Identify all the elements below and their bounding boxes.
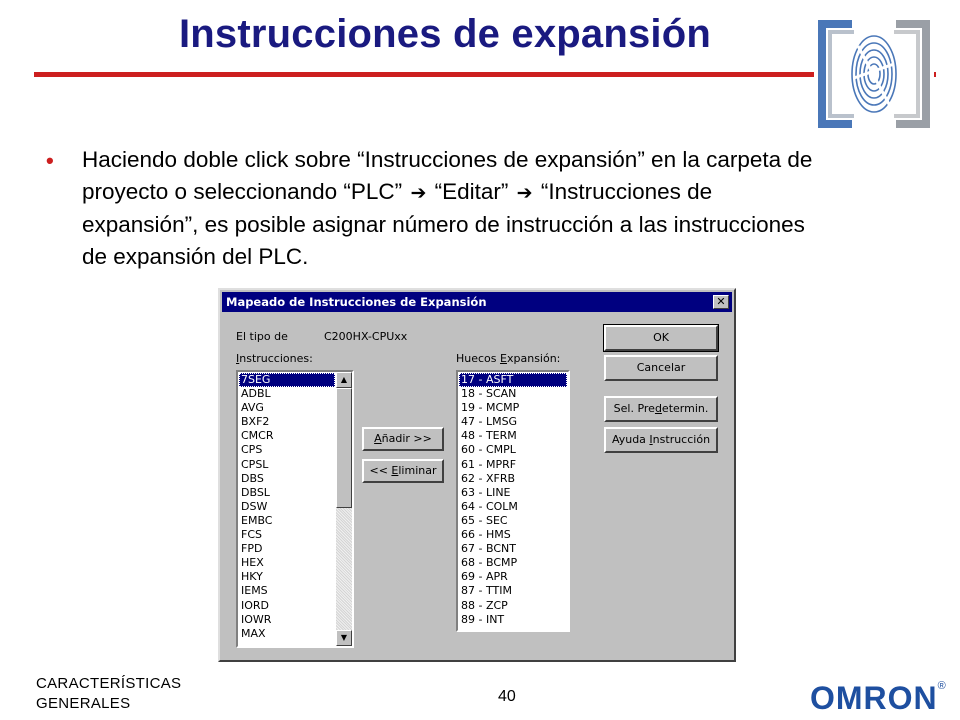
slot-list-item[interactable]: 62 - XFRB <box>461 471 516 485</box>
section-name-line1: CARACTERÍSTICAS <box>36 675 182 692</box>
slot-list-item[interactable]: 64 - COLM <box>461 499 518 513</box>
slot-list-item[interactable]: 18 - SCAN <box>461 387 517 401</box>
instruction-list-item[interactable]: CPSL <box>241 457 269 471</box>
right-arrow-icon: ➔ <box>516 181 533 204</box>
slots-label <box>456 352 560 365</box>
slots-list <box>459 373 567 627</box>
section-name-line2: GENERALES <box>36 695 131 712</box>
slot-list-item[interactable]: 17 - ASFT <box>459 373 567 387</box>
instructions-list <box>239 373 335 641</box>
instruction-list-item[interactable]: HEX <box>241 556 264 570</box>
instruction-list-item[interactable]: 7SEG <box>239 373 335 387</box>
select-defaults-button[interactable] <box>604 396 718 422</box>
instruction-list-item[interactable]: BXF2 <box>241 415 270 429</box>
instruction-help-rest: nstrucción <box>652 433 711 446</box>
plc-type-label: El tipo de <box>236 330 288 343</box>
slots-label-pre: Huecos <box>456 352 501 365</box>
instruction-help-pre: Ayuda <box>611 433 650 446</box>
slot-list-item[interactable]: 66 - HMS <box>461 528 511 542</box>
instructions-scrollbar[interactable] <box>336 372 352 646</box>
slot-list-item[interactable]: 60 - CMPL <box>461 443 516 457</box>
right-arrow-icon: ➔ <box>410 181 427 204</box>
instruction-list-item[interactable]: HKY <box>241 570 263 584</box>
scroll-down-icon[interactable]: ▼ <box>336 630 352 646</box>
slot-list-item[interactable]: 48 - TERM <box>461 429 517 443</box>
slot-list-item[interactable]: 87 - TTIM <box>461 584 512 598</box>
instruction-list-item[interactable]: EMBC <box>241 513 273 527</box>
remove-button-accel: E <box>391 464 399 477</box>
instruction-list-item[interactable]: IEMS <box>241 584 268 598</box>
slots-listbox[interactable] <box>456 370 570 632</box>
plc-type-value: C200HX-CPUxx <box>324 330 408 343</box>
slide-title: Instrucciones de expansión <box>178 12 712 56</box>
slot-list-item[interactable]: 68 - BCMP <box>461 556 518 570</box>
instruction-list-item[interactable]: DBSL <box>241 485 270 499</box>
instructions-label-rest: nstrucciones: <box>239 352 313 365</box>
slot-list-item[interactable]: 19 - MCMP <box>461 401 520 415</box>
instruction-list-item[interactable]: MAX <box>241 626 266 640</box>
slot-list-item[interactable]: 47 - LMSG <box>461 415 518 429</box>
instruction-help-button[interactable] <box>604 427 718 453</box>
page-number: 40 <box>498 688 516 705</box>
slots-label-accel: E <box>500 352 507 365</box>
cancel-button[interactable]: Cancelar <box>604 355 718 381</box>
slot-list-item[interactable]: 67 - BCNT <box>461 542 516 556</box>
bullet-text-part2: “Editar” <box>434 178 509 204</box>
instruction-list-item[interactable]: FCS <box>241 528 262 542</box>
brand-name: OMRON <box>810 680 938 716</box>
select-defaults-accel: d <box>654 402 662 415</box>
instruction-list-item[interactable]: IOWR <box>241 612 272 626</box>
instructions-listbox[interactable] <box>236 370 354 648</box>
scroll-up-icon[interactable]: ▲ <box>336 372 352 388</box>
expansion-mapping-dialog <box>218 288 736 662</box>
bullet-text-part1: Haciendo doble click sobre “Instrucciones de expansión” en la carpeta de proyecto o seleccionando “PLC” <box>82 147 813 204</box>
slot-list-item[interactable]: 88 - ZCP <box>461 598 508 612</box>
instruction-list-item[interactable]: ADBL <box>241 387 271 401</box>
slot-list-item[interactable]: 65 - SEC <box>461 513 508 527</box>
scrollbar-thumb[interactable] <box>336 388 352 508</box>
omron-logo <box>810 680 947 717</box>
ok-button[interactable]: OK <box>604 325 718 351</box>
slot-list-item[interactable]: 61 - MPRF <box>461 457 517 471</box>
section-name <box>36 674 181 714</box>
add-button[interactable] <box>362 427 444 451</box>
dialog-titlebar[interactable] <box>222 292 732 312</box>
instruction-list-item[interactable]: DSW <box>241 499 268 513</box>
bullet-marker: • <box>46 148 54 173</box>
bullet-paragraph <box>82 144 822 272</box>
instruction-list-item[interactable]: AVG <box>241 401 264 415</box>
title-rule <box>34 72 936 77</box>
select-defaults-pre: Sel. Pre <box>613 402 655 415</box>
instruction-list-item[interactable]: FPD <box>241 542 263 556</box>
registered-mark: ® <box>937 680 947 692</box>
slot-list-item[interactable]: 69 - APR <box>461 570 508 584</box>
remove-button[interactable] <box>362 459 444 483</box>
instruction-list-item[interactable]: CPS <box>241 443 263 457</box>
slots-label-rest: xpansión: <box>506 352 561 365</box>
instruction-list-item[interactable]: DBS <box>241 471 264 485</box>
instruction-list-item[interactable]: CMCR <box>241 429 274 443</box>
add-button-accel: A <box>374 432 382 445</box>
bullet-text-part3: “Instrucciones de expansión”, es posible asignar número de instrucción a las instrucciones de expansión del PLC. <box>82 178 805 269</box>
slot-list-item[interactable]: 89 - INT <box>461 612 505 626</box>
instruction-help-accel: I <box>649 433 653 446</box>
slot-list-item[interactable]: 63 - LINE <box>461 485 511 499</box>
dialog-title: Mapeado de Instrucciones de Expansión <box>226 295 487 309</box>
fingerprint-logo-icon <box>814 16 934 132</box>
select-defaults-rest: etermin. <box>661 402 709 415</box>
instructions-label <box>236 352 313 365</box>
close-icon[interactable]: ✕ <box>713 295 729 309</box>
instructions-label-accel: I <box>236 352 240 365</box>
instruction-list-item[interactable]: IORD <box>241 598 270 612</box>
add-button-label: ñadir >> <box>381 432 432 445</box>
remove-button-label: liminar <box>398 464 437 477</box>
remove-button-pre: << <box>369 464 392 477</box>
